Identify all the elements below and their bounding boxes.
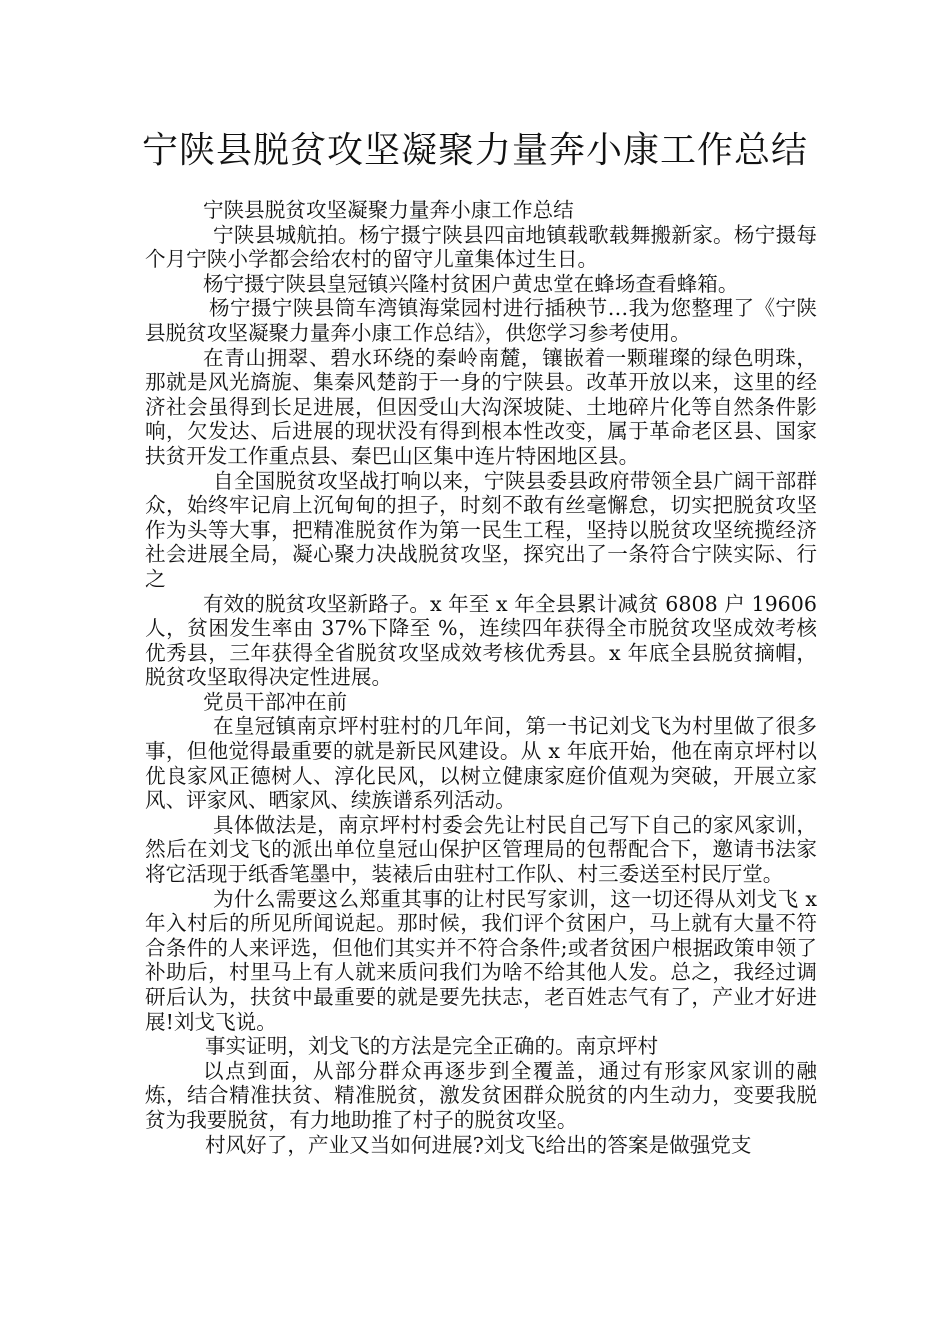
paragraph-why-motto: 为什么需要这么郑重其事的让村民写家训，这一切还得从刘戈飞 x 年入村后的所见所闻说起。那时候，我们评个贫困户，马上就有大量不符合条件的人来评选，但他们其实并不符合条件;或者贫困户根据政策申领了补助后，村里马上有人就来质问我们为啥不给其他人发。总之，我经过调研后认为，扶贫中最重要的就是要先扶志，老百姓志气有了，产业才好进展!刘戈飞说。	[145, 886, 817, 1034]
paragraph-photo-caption-2: 杨宁摄宁陕县皇冠镇兴隆村贫困户黄忠堂在蜂场查看蜂箱。	[203, 271, 739, 296]
paragraph-poverty-campaign: 自全国脱贫攻坚战打响以来，宁陕县委县政府带领全县广阔干部群众，始终牢记肩上沉甸甸的担子，时刻不敢有丝毫懈怠，切实把脱贫攻坚作为头等大事，把精准脱贫作为第一民生工程，坚持以脱贫攻坚统揽经济社会进展全局，凝心聚力决战脱贫攻坚，探究出了一条符合宁陕实际、行之	[145, 468, 817, 591]
paragraph-village-secretary: 在皇冠镇南京坪村驻村的几年间，第一书记刘戈飞为村里做了很多事，但他觉得最重要的就是新民风建设。从 x 年底开始，他在南京坪村以优良家风正德树人、淳化民风，以树立健康家庭价值观为突破，开展立家风、评家风、晒家风、续族谱系列活动。	[145, 714, 817, 813]
document-body	[145, 198, 817, 1157]
paragraph-subtitle: 宁陕县脱贫攻坚凝聚力量奔小康工作总结	[203, 198, 574, 222]
paragraph-county-intro: 在青山拥翠、碧水环绕的秦岭南麓，镶嵌着一颗璀璨的绿色明珠，那就是风光旖旎、集秦风楚韵于一身的宁陕县。改革开放以来，这里的经济社会虽得到长足进展，但因受山大沟深坡陡、土地碎片化等自然条件影响，欠发达、后进展的现状没有得到根本性改变，属于革命老区县、国家扶贫开发工作重点县、秦巴山区集中连片特困地区县。	[145, 345, 817, 468]
paragraph-photo-caption-1: 宁陕县城航拍。杨宁摄宁陕县四亩地镇载歌载舞搬新家。杨宁摄每个月宁陕小学都会给农村的留守儿童集体过生日。	[145, 222, 817, 272]
paragraph-proof: 事实证明，刘戈飞的方法是完全正确的。南京坪村	[205, 1034, 659, 1059]
paragraph-point-to-area: 以点到面，从部分群众再逐步到全覆盖，通过有形家风家训的融炼，结合精准扶贫、精准脱贫，激发贫困群众脱贫的内生动力，变要我脱贫为我要脱贫，有力地助推了村子的脱贫攻坚。	[145, 1058, 817, 1132]
document-title: 宁陕县脱贫攻坚凝聚力量奔小康工作总结	[141, 130, 808, 171]
paragraph-family-motto: 具体做法是，南京坪村村委会先让村民自己写下自己的家风家训，然后在刘戈飞的派出单位皇冠山保护区管理局的包帮配合下，邀请书法家将它活现于纸香笔墨中，装裱后由驻村工作队、村三委送至村民厅堂。	[145, 812, 817, 887]
paragraph-photo-caption-3: 杨宁摄宁陕县筒车湾镇海棠园村进行插秧节…我为您整理了《宁陕县脱贫攻坚凝聚力量奔小康工作总结》，供您学习参考使用。	[145, 296, 817, 345]
section-heading-party-cadres: 党员干部冲在前	[203, 689, 348, 714]
paragraph-industry: 村风好了，产业又当如何进展?刘戈飞给出的答案是做强党支	[205, 1132, 752, 1157]
paragraph-results: 有效的脱贫攻坚新路子。x 年至 x 年全县累计减贫 6808 户 19606 人，贫困发生率由 37%下降至 %，连续四年获得全市脱贫攻坚成效考核优秀县，三年获得全省脱贫攻坚成效考核优秀县。x 年底全县脱贫摘帽，脱贫攻坚取得决定性进展。	[145, 591, 817, 690]
